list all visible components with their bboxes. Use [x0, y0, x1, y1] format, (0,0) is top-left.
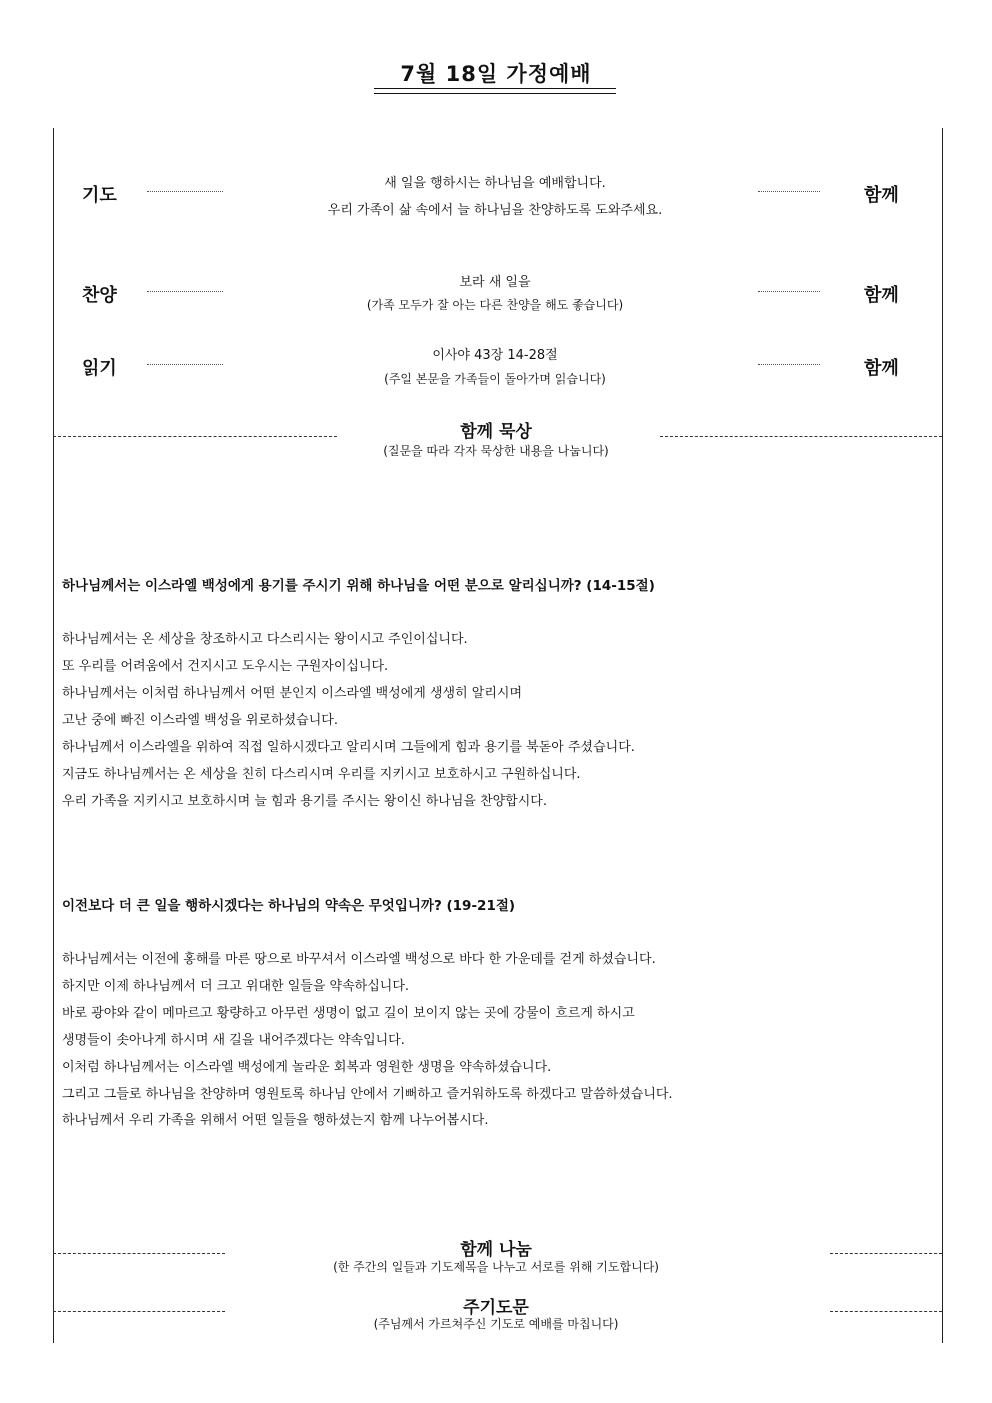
answer-2-line: 그리고 그들로 하나님을 찬양하며 영원토록 하나님 안에서 기뻐하고 즐거워하도록 하겠다고 말씀하셨습니다. [62, 1087, 673, 1102]
reading-label: 읽기 [82, 358, 117, 379]
sharing-heading: 함께 나눔 [460, 1240, 532, 1260]
prayer-line-2: 우리 가족이 삶 속에서 늘 하나님을 찬양하도록 도와주세요. [327, 203, 663, 218]
answer-1-line: 하나님께서는 온 세상을 창조하시고 다스리시는 왕이시고 주인이십니다. [62, 632, 468, 647]
answer-2-line: 이처럼 하나님께서는 이스라엘 백성에게 놀라운 회복과 영원한 생명을 약속하셨습니다. [62, 1060, 552, 1075]
question-2: 이전보다 더 큰 일을 행하시겠다는 하나님의 약속은 무엇입니까? (19-21절) [62, 898, 516, 914]
frame-left-line [53, 128, 54, 1343]
dotted-leader [758, 191, 820, 192]
praise-song-title: 보라 새 일을 [459, 275, 531, 290]
frame-right-line [942, 128, 943, 1343]
prayer-label: 기도 [82, 185, 117, 206]
answer-2-line: 하지만 이제 하나님께서 더 크고 위대한 일들을 약속하십니다. [62, 979, 410, 994]
answer-2-line: 바로 광야와 같이 메마르고 황량하고 아무런 생명이 없고 길이 보이지 않는 곳에 강물이 흐르게 하시고 [62, 1006, 635, 1021]
dotted-leader [147, 364, 223, 365]
prayer-together-label: 함께 [864, 185, 899, 206]
reading-note: (주일 본문을 가족들이 돌아가며 읽습니다) [384, 372, 606, 386]
meditation-subtitle: (질문을 따라 각자 묵상한 내용을 나눕니다) [383, 444, 609, 458]
meditation-heading: 함께 묵상 [460, 422, 532, 442]
title-underline [374, 88, 616, 89]
answer-2-line: 하나님께서는 이전에 홍해를 마른 땅으로 바꾸셔서 이스라엘 백성으로 바다 한 가운데를 걷게 하셨습니다. [62, 952, 656, 967]
lords-prayer-subtitle: (주님께서 가르쳐주신 기도로 예배를 마칩니다) [373, 1317, 619, 1331]
reading-passage: 이사야 43장 14-28절 [432, 348, 558, 363]
section-divider-right [830, 1311, 942, 1312]
dotted-leader [147, 291, 223, 292]
answer-1-line: 고난 중에 빠진 이스라엘 백성을 위로하셨습니다. [62, 713, 338, 728]
title-underline-double [374, 93, 616, 94]
answer-2-line: 하나님께서 우리 가족을 위해서 어떤 일들을 행하셨는지 함께 나누어봅시다. [62, 1113, 489, 1128]
sharing-subtitle: (한 주간의 일들과 기도제목을 나누고 서로를 위해 기도합니다) [333, 1260, 659, 1274]
praise-together-label: 함께 [864, 285, 899, 306]
answer-2-line: 생명들이 솟아나게 하시며 새 길을 내어주겠다는 약속입니다. [62, 1033, 405, 1048]
answer-1-line: 지금도 하나님께서는 온 세상을 친히 다스리시며 우리를 지키시고 보호하시고 구원하십니다. [62, 767, 581, 782]
answer-1-line: 우리 가족을 지키시고 보호하시며 늘 힘과 용기를 주시는 왕이신 하나님을 찬양합시다. [62, 794, 547, 809]
question-1: 하나님께서는 이스라엘 백성에게 용기를 주시기 위해 하나님을 어떤 분으로 알리십니까? (14-15절) [62, 578, 655, 594]
praise-label: 찬양 [82, 285, 117, 306]
answer-1-line: 또 우리를 어려움에서 건지시고 도우시는 구원자이십니다. [62, 659, 389, 674]
answer-1-line: 하나님께서는 이처럼 하나님께서 어떤 분인지 이스라엘 백성에게 생생히 알리시며 [62, 686, 523, 701]
prayer-line-1: 새 일을 행하시는 하나님을 예배합니다. [384, 176, 606, 191]
dotted-leader [147, 191, 223, 192]
lords-prayer-heading: 주기도문 [463, 1298, 529, 1318]
reading-together-label: 함께 [864, 358, 899, 379]
dotted-leader [758, 364, 820, 365]
dotted-leader [758, 291, 820, 292]
praise-note: (가족 모두가 잘 아는 다른 찬양을 해도 좋습니다) [366, 298, 624, 312]
section-divider-right [830, 1253, 942, 1254]
answer-1-line: 하나님께서 이스라엘을 위하여 직접 일하시겠다고 알리시며 그들에게 힘과 용기를 북돋아 주셨습니다. [62, 740, 635, 755]
page-title: 7월 18일 가정예배 [400, 62, 592, 86]
section-divider-right [660, 436, 942, 437]
